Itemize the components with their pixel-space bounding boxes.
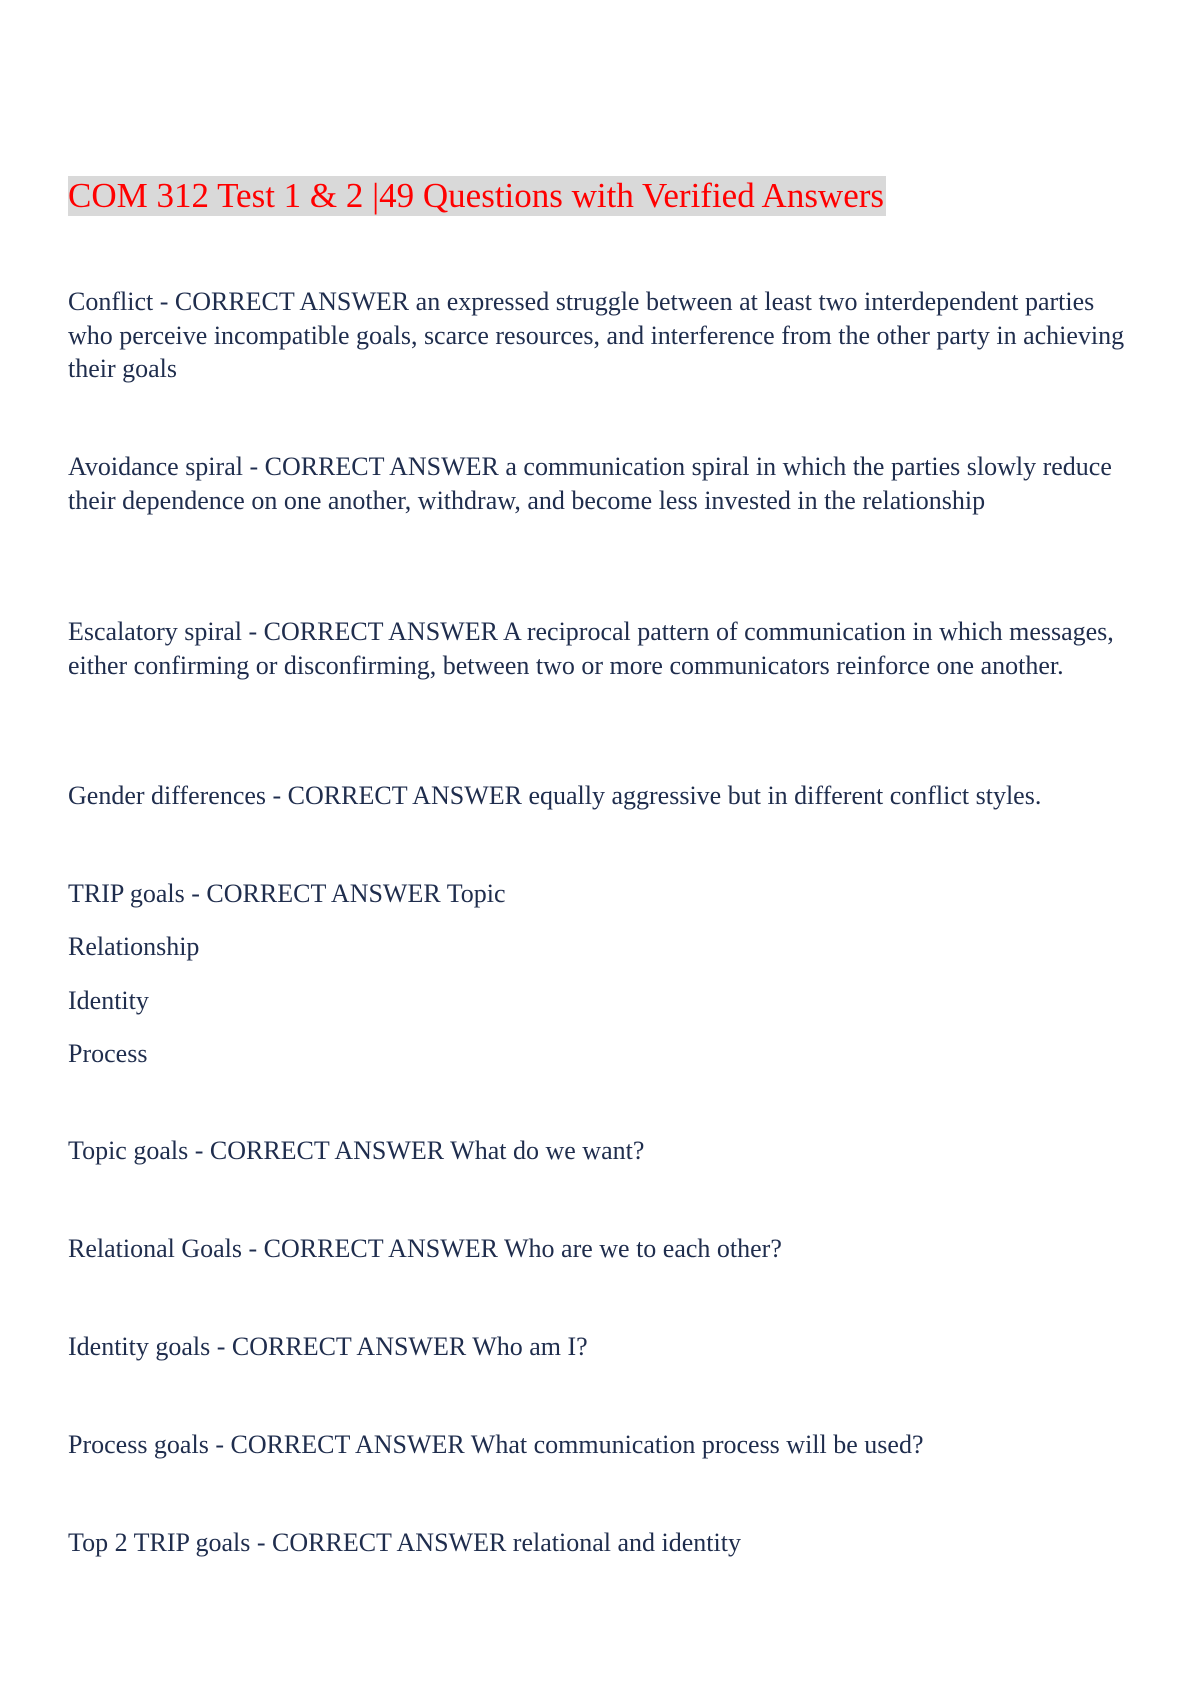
- qa-entry-avoidance-spiral: [68, 450, 1128, 517]
- qa-entry-process-goals: [68, 1428, 1128, 1462]
- qa-entry-gender-differences: [68, 779, 1128, 813]
- qa-entry-identity-goals: [68, 1330, 1128, 1364]
- qa-entry-text: Top 2 TRIP goals - CORRECT ANSWER relational and identity: [68, 1528, 741, 1557]
- trip-line-process: Process: [68, 1039, 148, 1068]
- qa-entry-text: Conflict - CORRECT ANSWER an expressed struggle between at least two interdependent parties who perceive incompatible goals, scarce resources, and interference from the other party in achieving their goals: [68, 287, 1125, 383]
- qa-entry-conflict: [68, 285, 1128, 386]
- qa-entry-text: Escalatory spiral - CORRECT ANSWER A reciprocal pattern of communication in which messages, either confirming or disconfirming, between two or more communicators reinforce one another.: [68, 617, 1114, 680]
- trip-line-topic: TRIP goals - CORRECT ANSWER Topic: [68, 879, 506, 908]
- qa-entry-escalatory-spiral: [68, 615, 1128, 682]
- qa-entry-text: Relational Goals - CORRECT ANSWER Who are we to each other?: [68, 1234, 782, 1263]
- trip-line-identity: Identity: [68, 986, 149, 1015]
- qa-entry-relational-goals: [68, 1232, 1128, 1266]
- trip-line-relationship: Relationship: [68, 932, 200, 961]
- document-title: COM 312 Test 1 & 2 |49 Questions with Verified Answers: [68, 176, 885, 215]
- qa-entry-text: Identity goals - CORRECT ANSWER Who am I?: [68, 1332, 588, 1361]
- qa-entry-top-2-trip-goals: [68, 1526, 1128, 1560]
- qa-entry-topic-goals: [68, 1134, 1128, 1168]
- qa-entry-text: Gender differences - CORRECT ANSWER equally aggressive but in different conflict styles.: [68, 781, 1042, 810]
- title-block: [68, 176, 886, 216]
- qa-entry-text: Avoidance spiral - CORRECT ANSWER a communication spiral in which the parties slowly reduce their dependence on one another, withdraw, and become less invested in the relationship: [68, 452, 1112, 515]
- qa-entry-text: Topic goals - CORRECT ANSWER What do we want?: [68, 1136, 645, 1165]
- qa-entry-text: Process goals - CORRECT ANSWER What communication process will be used?: [68, 1430, 924, 1459]
